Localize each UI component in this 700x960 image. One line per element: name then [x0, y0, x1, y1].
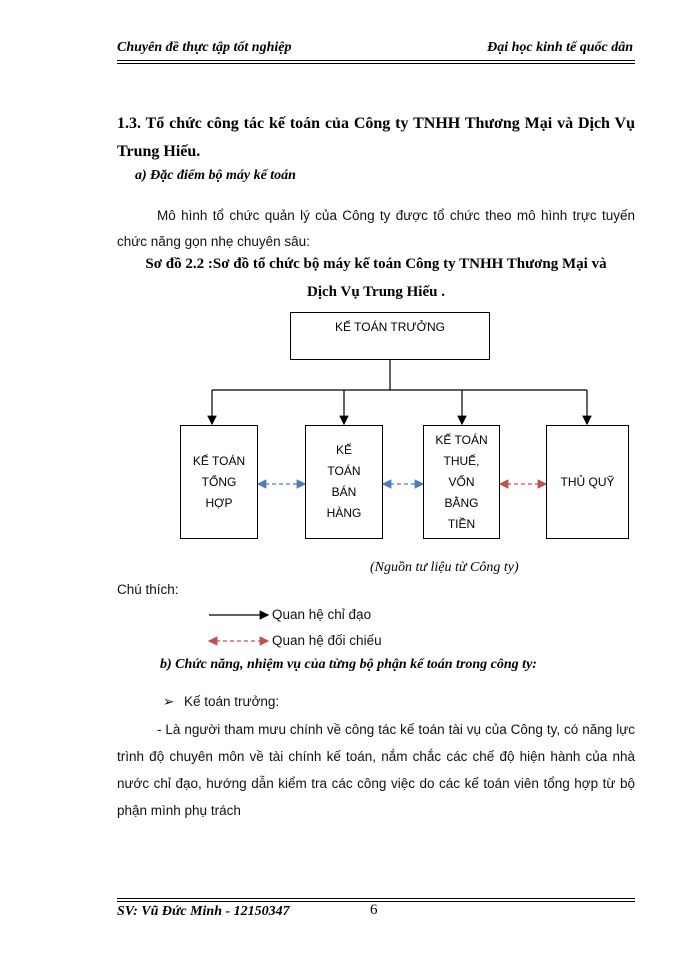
footer-rule	[117, 898, 635, 899]
diagram-caption-1: Sơ đồ 2.2 :Sơ đồ tổ chức bộ máy kế toán Công ty TNHH Thương Mại và	[145, 256, 607, 272]
bullet-arrow-icon: ➢	[163, 694, 175, 709]
box-tax-cash-accounting-label: KẾ TOÁN THUẾ, VỐN BẰNG TIỀN	[435, 432, 488, 531]
box-tax-cash-accounting	[423, 425, 500, 539]
chief-accountant-paragraph: - Là người tham mưu chính về công tác kế toán tài vụ của Công ty, có năng lực trình độ chuyên môn về tài chính kế toán, nắm chắc các chế độ hiện hành của nhà nước chỉ đạo, hướng dẫn kiểm tra các công việc do các kế toán viên tổng hợp từ bộ phận mình phụ trách	[117, 722, 635, 818]
header-left: Chuyên đề thực tập tốt nghiệp	[117, 40, 292, 55]
box-general-accounting	[180, 425, 258, 539]
subsection-b: b) Chức năng, nhiệm vụ của từng bộ phận kế toán trong công ty:	[160, 657, 537, 672]
subsection-a: a) Đặc điểm bộ máy kế toán	[135, 168, 296, 183]
box-treasurer	[546, 425, 629, 539]
diagram-caption-2: Dịch Vụ Trung Hiếu .	[307, 284, 445, 300]
legend-solid-label: Quan hệ chỉ đạo	[272, 607, 372, 622]
diagram-source: (Nguồn tư liệu từ Công ty)	[370, 560, 519, 575]
bullet-chief-accountant: Kế toán trưởng:	[184, 694, 280, 709]
section-title: 1.3. Tổ chức công tác kế toán của Công ty TNHH Thương Mại và Dịch Vụ Trung Hiếu.	[117, 115, 635, 160]
footer-student: SV: Vũ Đức Minh - 12150347	[117, 904, 290, 919]
box-general-accounting-label: KẾ TOÁN TỔNG HỢP	[192, 453, 246, 510]
intro-paragraph: Mô hình tổ chức quản lý của Công ty được tổ chức theo mô hình trực tuyến chức năng gọn nhẹ chuyên sâu:	[117, 208, 635, 249]
box-chief-accountant	[290, 312, 490, 360]
box-sales-accounting	[305, 425, 383, 539]
page-number: 6	[370, 902, 378, 918]
box-treasurer-label: THỦ QUỸ	[560, 474, 615, 489]
header-right: Đại học kinh tế quốc dân	[487, 40, 633, 55]
box-sales-accounting-label: KẾ TOÁN BÁN HÀNG	[326, 443, 362, 520]
box-chief-accountant-label: KẾ TOÁN TRƯỞNG	[335, 320, 445, 334]
legend-title: Chú thích:	[117, 582, 179, 597]
legend-dashed-label: Quan hệ đối chiếu	[272, 633, 382, 648]
